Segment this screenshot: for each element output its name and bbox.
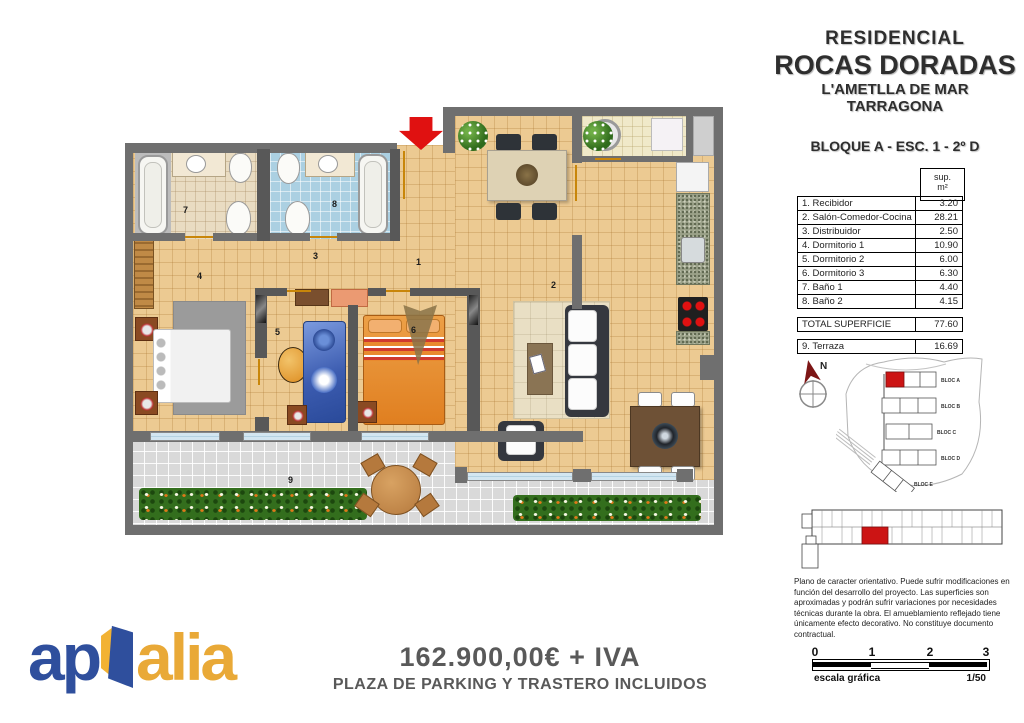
bathtub1 — [138, 155, 168, 235]
room-label-7: 7 — [183, 205, 189, 215]
window — [591, 472, 677, 481]
room-name: 1. Recibidor — [797, 197, 916, 211]
price-block — [250, 642, 790, 694]
bed-blue-pillow — [313, 329, 335, 351]
price-note: PLAZA DE PARKING Y TRASTERO INCLUIDOS — [332, 676, 708, 693]
unit-reference: BLOQUE A - ESC. 1 - 2º D — [810, 138, 980, 154]
nightstand — [135, 391, 158, 415]
wall — [572, 116, 582, 163]
toilet2 — [277, 153, 300, 184]
scale-tick: 3 — [982, 645, 990, 659]
project-name: ROCAS DORADAS — [774, 50, 1016, 80]
sink2 — [318, 155, 338, 173]
window — [243, 432, 311, 441]
residencial-label: RESIDENCIAL — [825, 28, 965, 49]
wall — [573, 469, 591, 482]
bloc-c-label: BLOC C — [937, 430, 957, 436]
terrace-label: 9. Terraza — [797, 339, 916, 354]
project-header — [770, 28, 1020, 115]
table-row — [797, 295, 963, 309]
bloc-d-label: BLOC D — [941, 456, 961, 462]
scale-tick: 2 — [926, 645, 934, 659]
scale-bar — [812, 645, 988, 687]
table-row — [797, 267, 963, 281]
table-chair — [671, 392, 695, 407]
wall-bath-bottom — [337, 233, 393, 241]
stove — [678, 297, 708, 331]
compass-icon — [796, 358, 834, 412]
door-line — [287, 290, 311, 292]
fridge — [676, 162, 709, 192]
sofa-cushion — [568, 344, 597, 376]
disclaimer-text: Plano de caracter orientativo. Puede sufrir modificaciones en función del desarrollo del proyecto. Las superficies son aproximadas y podrán sufrir variaciones por necesidades técnicas durante la obra. El amueblamiento reflejado tiene únicamente efecto decorativo. No constituye documento contractual. — [794, 577, 1010, 639]
wall-gallery — [686, 116, 693, 162]
mirror — [256, 295, 266, 323]
room-label-8: 8 — [332, 199, 338, 209]
bed-blue-cushion — [311, 367, 337, 393]
wall-bedroom-divider — [348, 305, 358, 439]
dining-chair — [532, 203, 557, 220]
wall — [455, 467, 467, 483]
room-name: 7. Baño 1 — [797, 281, 916, 295]
room-label-3: 3 — [313, 251, 319, 261]
door-line — [575, 165, 577, 201]
price-amount: 162.900,00€ + IVA — [399, 642, 641, 672]
room-label-9: 9 — [288, 475, 294, 485]
terrace-table — [371, 465, 421, 515]
door-line — [595, 158, 621, 160]
room-name: 3. Distribuidor — [797, 225, 916, 239]
dining-chair — [496, 134, 521, 151]
sup-unit: m² — [937, 182, 948, 193]
wall — [125, 143, 133, 535]
window — [150, 432, 220, 441]
wall-bath-bottom — [133, 233, 185, 241]
project-city: L'AMETLLA DE MAR — [821, 81, 969, 98]
door-icon — [101, 624, 133, 688]
logo-text-alia: alia — [136, 620, 235, 694]
bidet1 — [226, 201, 251, 235]
room-area: 4.40 — [916, 281, 963, 295]
table-row — [797, 253, 963, 267]
nightstand — [287, 405, 307, 425]
wall — [390, 149, 400, 241]
room-name: 5. Dormitorio 2 — [797, 253, 916, 267]
bed-orange-pillow — [368, 319, 402, 333]
sofa-cushion — [568, 310, 597, 342]
dining-chair — [496, 203, 521, 220]
dining-chair — [532, 134, 557, 151]
door-line — [185, 236, 213, 238]
plant-icon — [583, 121, 613, 151]
room-label-4: 4 — [197, 271, 203, 281]
bloc-b-label: BLOC B — [941, 404, 961, 410]
room-area: 6.00 — [916, 253, 963, 267]
bathtub2 — [358, 154, 388, 235]
window — [361, 432, 429, 441]
terrace-value: 16.69 — [916, 339, 963, 354]
side-table-bowl — [652, 423, 678, 449]
table-chair — [638, 392, 662, 407]
gallery-appliance — [651, 118, 683, 151]
wall — [677, 469, 693, 482]
wall-stub — [267, 288, 287, 296]
area-table — [797, 196, 963, 309]
bidet2 — [285, 201, 310, 235]
wardrobe — [134, 236, 154, 309]
table-row — [797, 281, 963, 295]
room-name: 8. Baño 2 — [797, 295, 916, 309]
logo-text-ap: ap — [28, 620, 100, 694]
flower-bed — [513, 495, 701, 521]
room-label-6: 6 — [411, 325, 417, 335]
door-line — [258, 359, 260, 385]
room-name: 6. Dormitorio 3 — [797, 267, 916, 281]
bed-orange-stripes — [364, 337, 444, 361]
project-province: TARRAGONA — [846, 98, 944, 115]
sofa-cushion — [568, 378, 597, 410]
wall — [714, 107, 723, 535]
room-area: 4.15 — [916, 295, 963, 309]
building-plate — [800, 496, 1015, 574]
room-area: 3.20 — [916, 197, 963, 211]
shaft — [693, 116, 714, 156]
sup-label: sup. — [933, 172, 951, 182]
room-area: 10.90 — [916, 239, 963, 253]
room-area: 2.50 — [916, 225, 963, 239]
scale-tick: 1 — [868, 645, 876, 659]
table-row — [797, 211, 963, 225]
room-label-2: 2 — [551, 280, 557, 290]
bloc-e-label: BLOC E — [914, 482, 933, 488]
flower-bed — [139, 488, 367, 520]
sink1 — [186, 155, 206, 173]
site-plan — [836, 352, 1016, 492]
wall — [700, 355, 714, 380]
wall — [125, 525, 723, 535]
table-row — [797, 239, 963, 253]
total-label: TOTAL SUPERFICIE — [797, 317, 916, 332]
room-area: 6.30 — [916, 267, 963, 281]
wall — [443, 107, 722, 116]
scale-ratio: 1/50 — [966, 673, 986, 684]
wall — [572, 235, 582, 309]
scale-caption: escala gráfica — [814, 673, 881, 684]
nightstand — [357, 401, 377, 423]
room-name: 2. Salón-Comedor-Cocina — [797, 211, 916, 225]
floorplan — [125, 105, 723, 537]
total-row — [797, 317, 963, 332]
room-area: 28.21 — [916, 211, 963, 225]
scale-tick: 0 — [811, 645, 819, 659]
mirror — [469, 295, 478, 325]
table-row — [797, 225, 963, 239]
scale-bar-track — [812, 659, 990, 671]
door-line — [386, 290, 410, 292]
wall-stub — [368, 288, 386, 296]
north-label: N — [820, 361, 828, 372]
wall-stub — [410, 288, 467, 296]
highlighted-unit — [862, 527, 888, 544]
kitchen-counter-2 — [676, 331, 710, 345]
dining-centerpiece — [516, 164, 538, 186]
door-line — [310, 236, 337, 238]
bed-pillows — [156, 337, 166, 395]
room-name: 4. Dormitorio 1 — [797, 239, 916, 253]
toilet1 — [229, 153, 252, 183]
door-line — [403, 151, 405, 199]
total-value: 77.60 — [916, 317, 963, 332]
highlighted-unit — [886, 372, 904, 387]
room-label-5: 5 — [275, 327, 281, 337]
kitchen-sink — [681, 237, 705, 263]
window — [467, 472, 573, 481]
bloc-a-label: BLOC A — [941, 378, 960, 384]
table-row — [797, 197, 963, 211]
wall-bath-divider — [257, 149, 270, 241]
agency-logo — [28, 610, 234, 696]
room-label-1: 1 — [416, 257, 422, 267]
plant-icon — [458, 121, 488, 151]
